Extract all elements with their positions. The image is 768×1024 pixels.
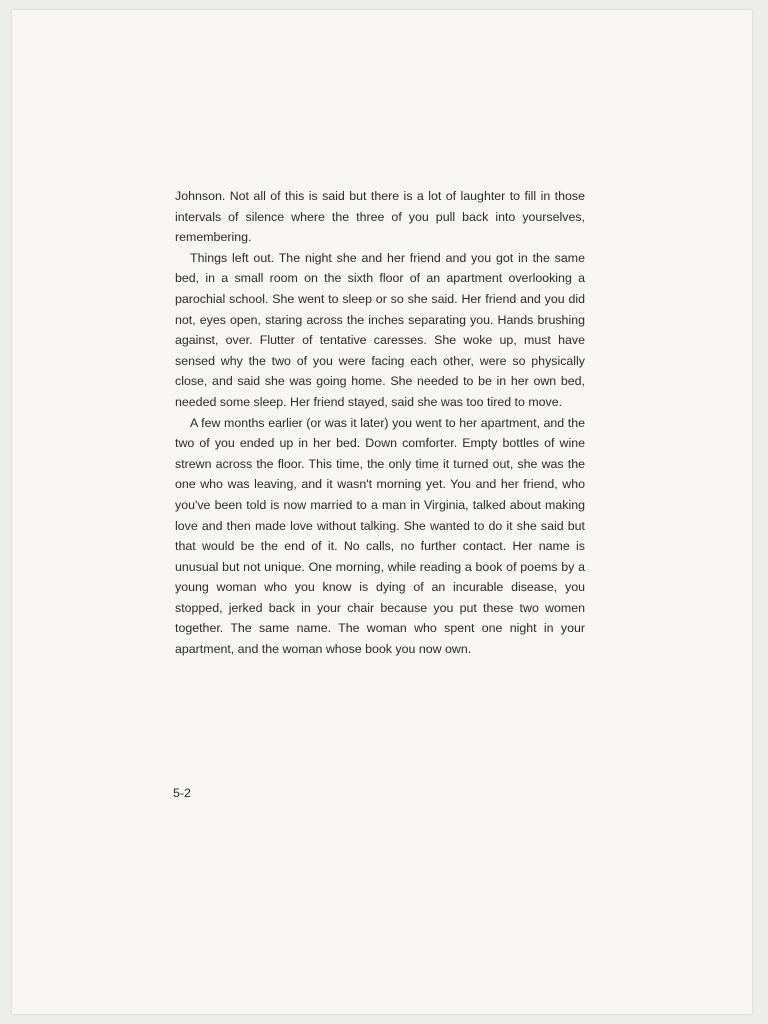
paper-sheet xyxy=(12,10,752,1014)
body-text xyxy=(175,186,585,660)
page-number: 5-2 xyxy=(173,786,191,800)
paragraph-2: Things left out. The night she and her friend and you got in the same bed, in a small room on the sixth floor of an apartment overlooking a parochial school. She went to sleep or so she said. Her friend and you did not, eyes open, staring across the inches separating you. Hands brushing against, over. Flutter of tentative caresses. She woke up, must have sensed why the two of you were facing each other, were so physically close, and said she was going home. She needed to be in her own bed, needed some sleep. Her friend stayed, said she was too tired to move. xyxy=(175,250,585,409)
paragraph-3: A few months earlier (or was it later) you went to her apartment, and the two of you ended up in her bed. Down comforter. Empty bottles of wine strewn across the floor. This time, the only time it turned out, she was the one who was leaving, and it wasn't morning yet. You and her friend, who you've been told is now married to a man in Virginia, talked about making love and then made love without talking. She wanted to do it she said but that would be the end of it. No calls, no further contact. Her name is unusual but not unique. One morning, while reading a book of poems by a young woman who you know is dying of an incurable disease, you stopped, jerked back in your chair because you put these two women together. The same name. The woman who spent one night in your apartment, and the woman whose book you now own. xyxy=(175,415,585,657)
paragraph-1: Johnson. Not all of this is said but there is a lot of laughter to fill in those intervals of silence where the three of you pull back into yourselves, remembering. xyxy=(175,189,585,245)
